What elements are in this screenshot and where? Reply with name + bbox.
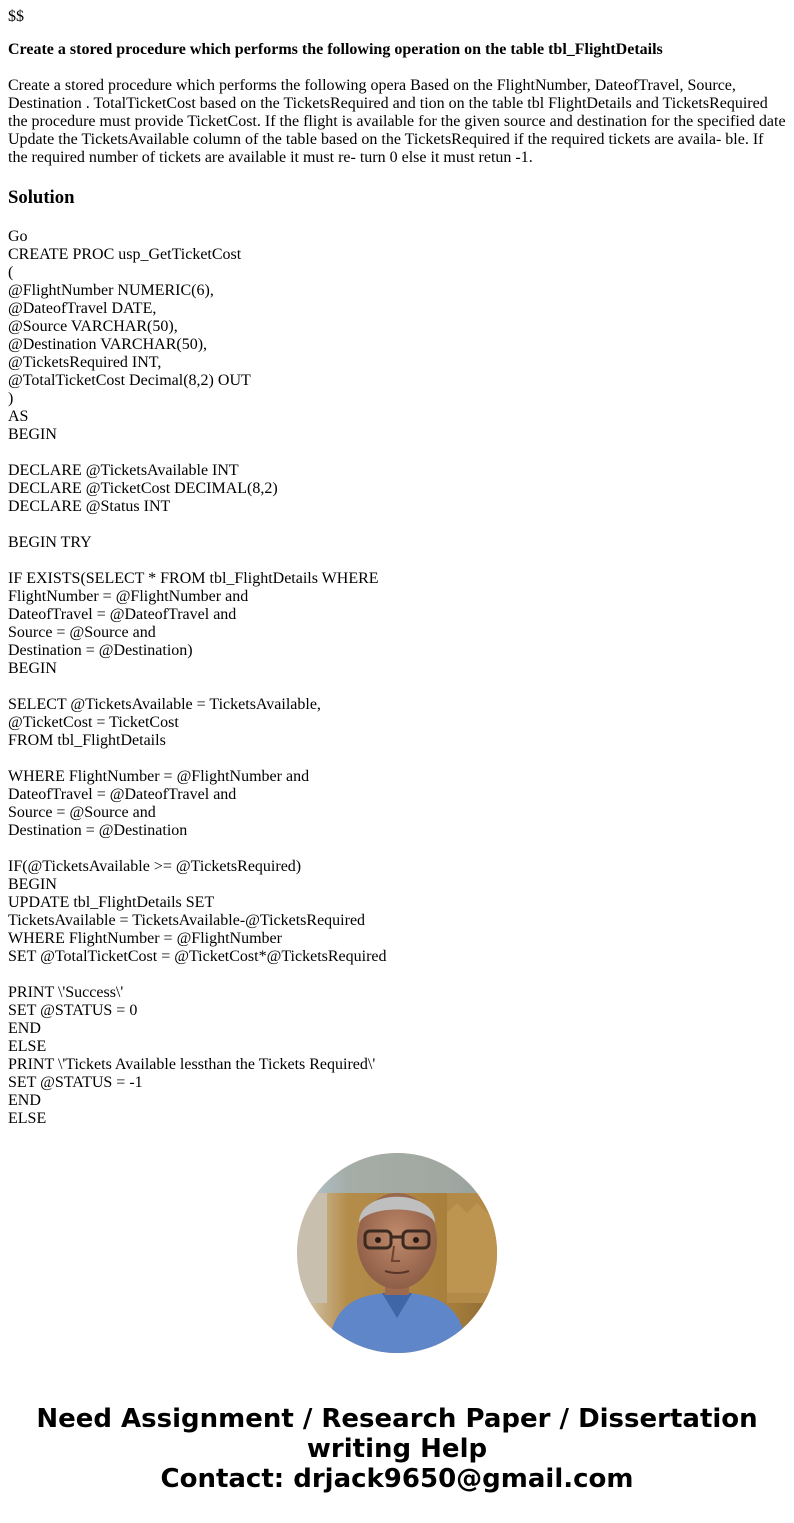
promo-line-2: writing Help xyxy=(306,1434,488,1464)
promo-line-1: Need Assignment / Research Paper / Dissertation xyxy=(36,1404,758,1434)
code-line: ) xyxy=(8,390,14,407)
code-line: ELSE xyxy=(8,1110,47,1127)
code-line: SET @STATUS = -1 xyxy=(8,1074,143,1091)
code-line: @Source VARCHAR(50), xyxy=(8,318,178,335)
code-line xyxy=(8,678,786,696)
author-portrait-image xyxy=(297,1153,497,1353)
code-line: IF EXISTS(SELECT * FROM tbl_FlightDetails WHERE xyxy=(8,570,379,587)
code-line: BEGIN xyxy=(8,660,57,677)
code-line: BEGIN TRY xyxy=(8,534,92,551)
code-line: WHERE FlightNumber = @FlightNumber xyxy=(8,930,282,947)
code-line: Destination = @Destination) xyxy=(8,642,193,659)
code-line xyxy=(8,516,786,534)
code-line xyxy=(8,966,786,984)
promo-contact: Contact: drjack9650@gmail.com xyxy=(160,1464,634,1494)
author-avatar xyxy=(297,1153,497,1353)
promo-banner xyxy=(0,1404,794,1494)
code-line: ELSE xyxy=(8,1038,47,1055)
code-line: SET @TotalTicketCost = @TicketCost*@TicketsRequired xyxy=(8,948,387,965)
code-line: Source = @Source and xyxy=(8,804,156,821)
code-line: @Destination VARCHAR(50), xyxy=(8,336,208,353)
code-line xyxy=(8,444,786,462)
code-line: BEGIN xyxy=(8,426,57,443)
code-line: AS xyxy=(8,408,29,425)
code-line: @FlightNumber NUMERIC(6), xyxy=(8,282,214,299)
code-line: CREATE PROC usp_GetTicketCost xyxy=(8,246,242,263)
code-line: @DateofTravel DATE, xyxy=(8,300,157,317)
code-line: ( xyxy=(8,264,14,281)
solution-code xyxy=(8,228,786,1128)
code-line: SELECT @TicketsAvailable = TicketsAvailable, xyxy=(8,696,321,713)
code-line: Go xyxy=(8,228,28,245)
code-line: DECLARE @TicketCost DECIMAL(8,2) xyxy=(8,480,278,497)
question-body: Create a stored procedure which performs the following opera Based on the FlightNumber, DateofTravel, Source, Destination . TotalTicketCost based on the TicketsRequired and tion on the table tbl FlightDetails and TicketsRequired the procedure must provide TicketCost. If the flight is available for the given source and destination for the specified date Update the TicketsAvailable column of the table based on the TicketsRequired if the required tickets are availa- ble. If the required number of tickets are available it must re- turn 0 else it must retun -1. xyxy=(8,77,786,166)
code-line: TicketsAvailable = TicketsAvailable-@TicketsRequired xyxy=(8,912,366,929)
code-line: @TicketCost = TicketCost xyxy=(8,714,179,731)
code-line: @TotalTicketCost Decimal(8,2) OUT xyxy=(8,372,251,389)
code-line xyxy=(8,750,786,768)
code-line: DateofTravel = @DateofTravel and xyxy=(8,606,237,623)
code-line: END xyxy=(8,1020,41,1037)
code-line: WHERE FlightNumber = @FlightNumber and xyxy=(8,768,310,785)
code-line: FROM tbl_FlightDetails xyxy=(8,732,166,749)
top-mark: $$ xyxy=(8,8,24,25)
code-line: PRINT \'Tickets Available lessthan the Tickets Required\' xyxy=(8,1056,376,1073)
code-line: PRINT \'Success\' xyxy=(8,984,124,1001)
code-line: @TicketsRequired INT, xyxy=(8,354,162,371)
solution-heading: Solution xyxy=(8,187,75,208)
question-heading: Create a stored procedure which performs the following operation on the table tbl_FlightDetails xyxy=(8,41,663,58)
code-line: UPDATE tbl_FlightDetails SET xyxy=(8,894,215,911)
code-line xyxy=(8,552,786,570)
code-line: Destination = @Destination xyxy=(8,822,188,839)
code-line: FlightNumber = @FlightNumber and xyxy=(8,588,249,605)
code-line: END xyxy=(8,1092,41,1109)
code-line: Source = @Source and xyxy=(8,624,156,641)
code-line: DECLARE @TicketsAvailable INT xyxy=(8,462,239,479)
code-line: SET @STATUS = 0 xyxy=(8,1002,138,1019)
code-line: IF(@TicketsAvailable >= @TicketsRequired) xyxy=(8,858,302,875)
code-line: BEGIN xyxy=(8,876,57,893)
code-line: DECLARE @Status INT xyxy=(8,498,171,515)
code-line: DateofTravel = @DateofTravel and xyxy=(8,786,237,803)
code-line xyxy=(8,840,786,858)
